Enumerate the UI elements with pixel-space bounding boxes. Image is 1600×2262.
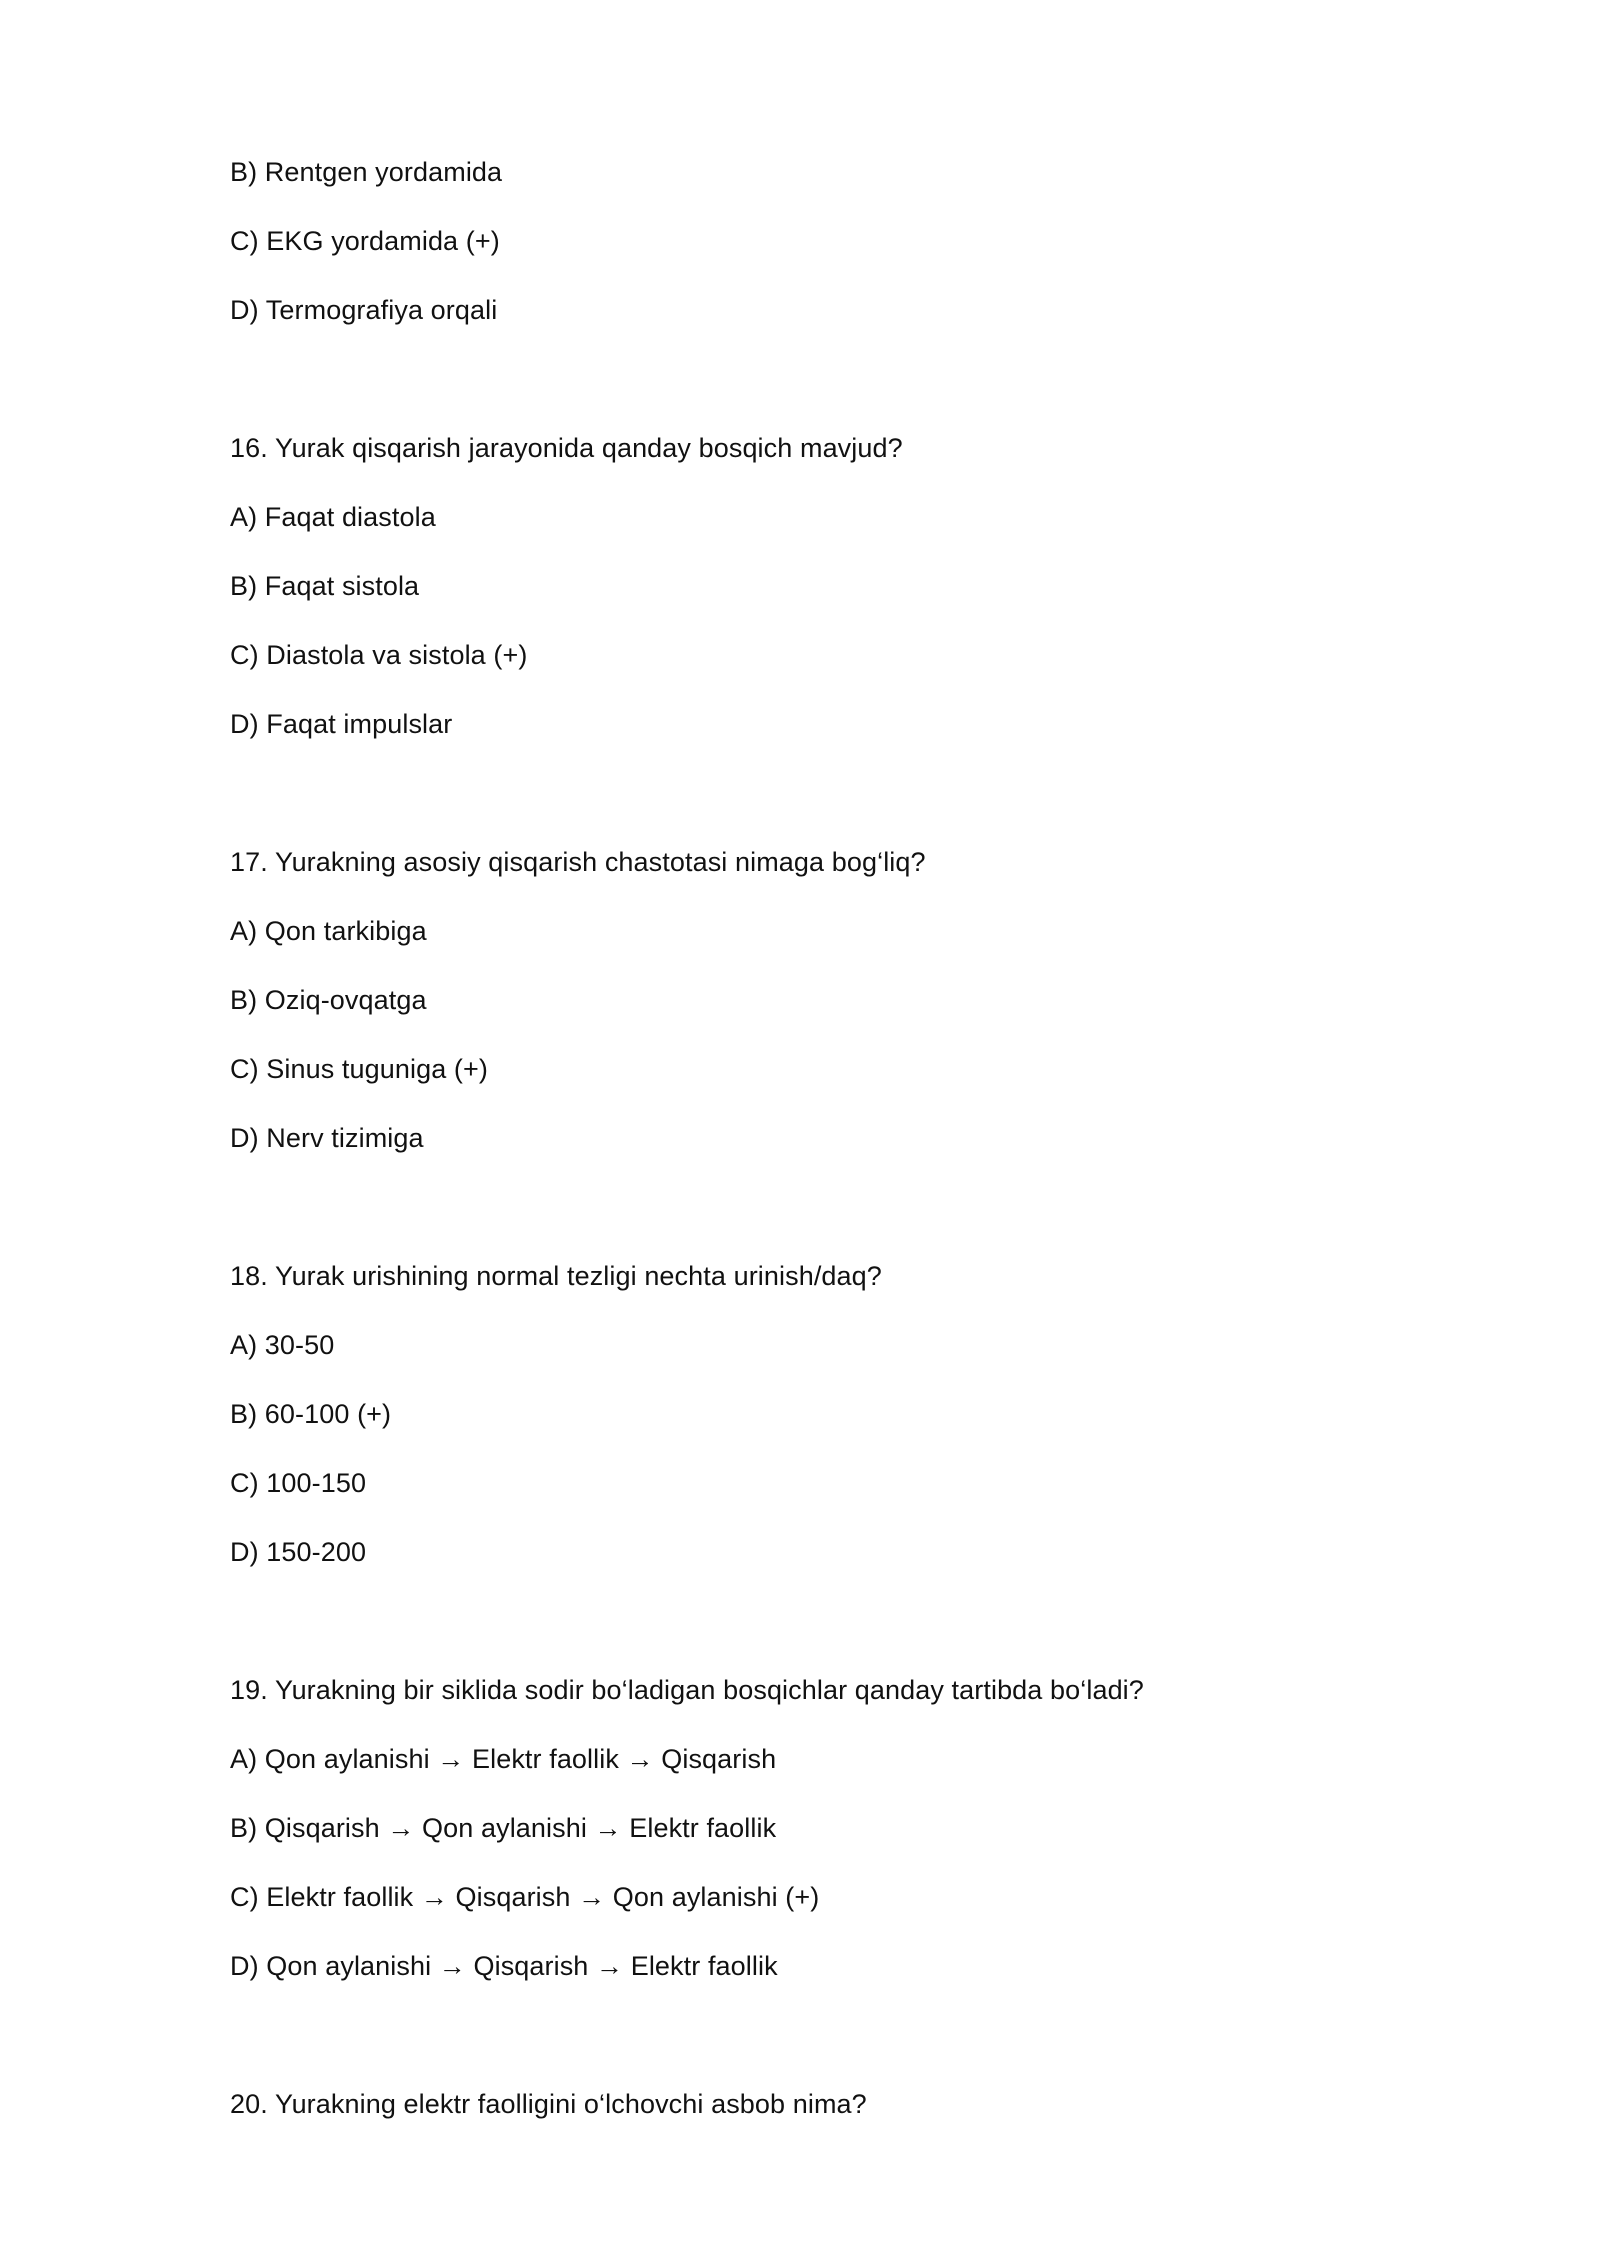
option-16-b: B) Faqat sistola <box>230 571 420 601</box>
question-16: 16. Yurak qisqarish jarayonida qanday bosqich mavjud? <box>230 433 903 463</box>
option-17-a: A) Qon tarkibiga <box>230 916 427 946</box>
option-15-b: B) Rentgen yordamida <box>230 157 503 187</box>
option-16-d: D) Faqat impulslar <box>230 709 453 739</box>
option-19-b: B) Qisqarish → Qon aylanishi → Elektr faollik <box>230 1813 777 1843</box>
question-17: 17. Yurakning asosiy qisqarish chastotasi nimaga bog‘liq? <box>230 847 926 877</box>
option-18-b: B) 60-100 (+) <box>230 1399 392 1429</box>
question-19: 19. Yurakning bir siklida sodir bo‘ladigan bosqichlar qanday tartibda bo‘ladi? <box>230 1675 1144 1705</box>
option-19-a: A) Qon aylanishi → Elektr faollik → Qisqarish <box>230 1744 777 1774</box>
option-17-d: D) Nerv tizimiga <box>230 1123 424 1153</box>
option-18-a: A) 30-50 <box>230 1330 335 1360</box>
question-20: 20. Yurakning elektr faolligini o‘lchovchi asbob nima? <box>230 2089 867 2119</box>
option-19-c: C) Elektr faollik → Qisqarish → Qon aylanishi (+) <box>230 1882 820 1912</box>
option-19-d: D) Qon aylanishi → Qisqarish → Elektr faollik <box>230 1951 778 1981</box>
option-15-c: C) EKG yordamida (+) <box>230 226 500 256</box>
option-17-c: C) Sinus tuguniga (+) <box>230 1054 488 1084</box>
option-18-c: C) 100-150 <box>230 1468 367 1498</box>
option-17-b: B) Oziq-ovqatga <box>230 985 427 1015</box>
option-18-d: D) 150-200 <box>230 1537 367 1567</box>
question-18: 18. Yurak urishining normal tezligi nechta urinish/daq? <box>230 1261 882 1291</box>
option-15-d: D) Termografiya orqali <box>230 295 498 325</box>
option-16-a: A) Faqat diastola <box>230 502 436 532</box>
option-16-c: C) Diastola va sistola (+) <box>230 640 528 670</box>
